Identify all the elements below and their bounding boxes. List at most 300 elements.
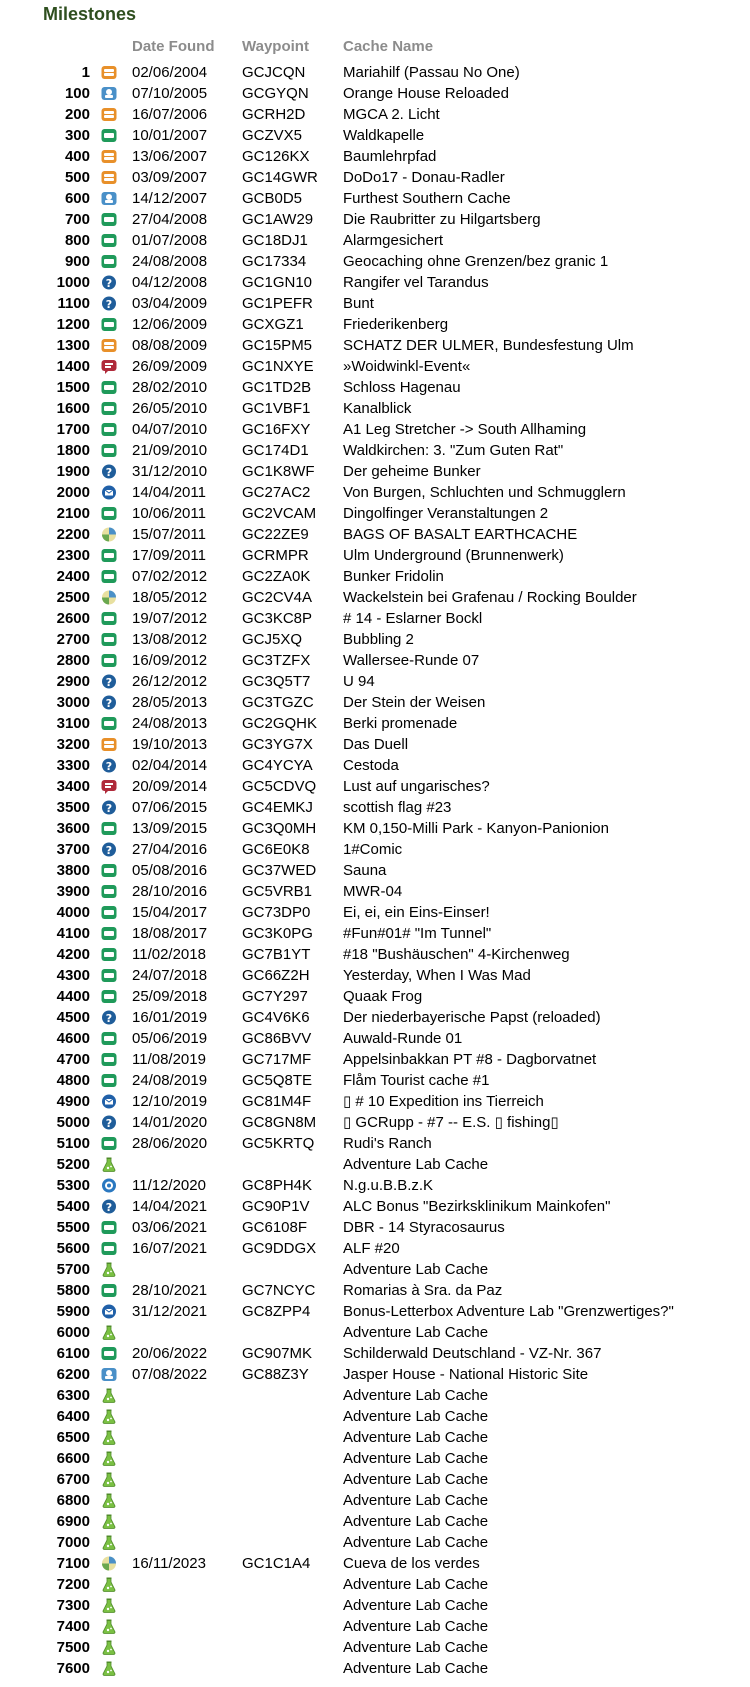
table-row xyxy=(0,503,750,524)
cache-type-lab-icon xyxy=(101,1598,117,1613)
cache-name: Waldkirchen: 3. "Zum Guten Rat" xyxy=(343,442,564,459)
svg-text:?: ? xyxy=(105,1117,113,1130)
waypoint-code: GC7NCYC xyxy=(242,1282,316,1299)
cache-name: Sauna xyxy=(343,862,387,879)
waypoint-code: GC73DP0 xyxy=(242,904,311,921)
table-row xyxy=(0,1301,750,1322)
date-found: 14/12/2007 xyxy=(132,190,208,207)
waypoint-code: GC1AW29 xyxy=(242,211,314,228)
cache-type-traditional-icon xyxy=(101,947,117,962)
page-title: Milestones xyxy=(43,4,137,24)
cache-type-lab-icon xyxy=(101,1577,117,1592)
milestone-number: 4500 xyxy=(56,1009,90,1026)
milestone-number: 500 xyxy=(64,169,90,186)
date-found: 24/08/2013 xyxy=(132,715,208,732)
date-found: 14/04/2011 xyxy=(132,484,206,501)
cache-type-lab-icon xyxy=(101,1619,117,1634)
cache-type-traditional-icon xyxy=(101,1283,117,1298)
milestone-number: 4000 xyxy=(56,904,90,921)
date-found: 19/07/2012 xyxy=(132,610,208,627)
cache-type-event-icon xyxy=(101,779,117,794)
cache-type-mystery-icon xyxy=(101,296,117,311)
date-found: 13/08/2012 xyxy=(132,631,208,648)
waypoint-code: GC3TZFX xyxy=(242,652,311,669)
date-found: 15/07/2011 xyxy=(132,526,206,543)
cache-name: Dingolfinger Veranstaltungen 2 xyxy=(343,505,549,522)
cache-type-mystery-icon xyxy=(101,842,117,857)
date-found: 14/04/2021 xyxy=(132,1198,208,1215)
date-found: 12/10/2019 xyxy=(132,1093,208,1110)
milestone-number: 6800 xyxy=(56,1492,90,1509)
table-row xyxy=(0,1532,750,1553)
milestone-number: 3000 xyxy=(56,694,90,711)
milestone-number: 2400 xyxy=(56,568,90,585)
cache-type-traditional-icon xyxy=(101,1346,117,1361)
cache-name: Schilderwald Deutschland - VZ-Nr. 367 xyxy=(343,1345,602,1362)
cache-name: Adventure Lab Cache xyxy=(343,1492,489,1509)
milestone-number: 7000 xyxy=(56,1534,90,1551)
date-found: 14/01/2020 xyxy=(132,1114,208,1131)
waypoint-code: GC2VCAM xyxy=(242,505,317,522)
cache-name: Baumlehrpfad xyxy=(343,148,437,165)
cache-type-traditional-icon xyxy=(101,1136,117,1151)
waypoint-code: GC717MF xyxy=(242,1051,312,1068)
cache-type-wherigo-icon xyxy=(101,1178,117,1193)
cache-type-lab-icon xyxy=(101,1262,117,1277)
table-row xyxy=(0,125,750,146)
waypoint-code: GCRH2D xyxy=(242,106,306,123)
date-found: 19/10/2013 xyxy=(132,736,208,753)
cache-name: Romarias à Sra. da Paz xyxy=(343,1282,503,1299)
table-row xyxy=(0,986,750,1007)
cache-name: Der niederbayerische Papst (reloaded) xyxy=(343,1009,601,1026)
date-found: 11/02/2018 xyxy=(132,946,206,963)
cache-name: Adventure Lab Cache xyxy=(343,1324,489,1341)
cache-name: Adventure Lab Cache xyxy=(343,1660,489,1677)
waypoint-code: GC7B1YT xyxy=(242,946,311,963)
cache-name: Auwald-Runde 01 xyxy=(343,1030,463,1047)
date-found: 05/06/2019 xyxy=(132,1030,208,1047)
cache-type-traditional-icon xyxy=(101,905,117,920)
milestone-number: 7100 xyxy=(56,1555,90,1572)
milestone-number: 1500 xyxy=(56,379,90,396)
waypoint-code: GC5KRTQ xyxy=(242,1135,315,1152)
cache-name: A1 Leg Stretcher -> South Allhaming xyxy=(343,421,587,438)
waypoint-code: GC2CV4A xyxy=(242,589,313,606)
cache-name: # 14 - Eslarner Bockl xyxy=(343,610,483,627)
date-found: 24/08/2008 xyxy=(132,253,208,270)
milestone-number: 7200 xyxy=(56,1576,90,1593)
table-row xyxy=(0,230,750,251)
date-found: 17/09/2011 xyxy=(132,547,206,564)
milestone-number: 3600 xyxy=(56,820,90,837)
waypoint-code: GC1TD2B xyxy=(242,379,312,396)
waypoint-code: GC3Q0MH xyxy=(242,820,317,837)
cache-name: Adventure Lab Cache xyxy=(343,1408,489,1425)
table-row xyxy=(0,608,750,629)
date-found: 07/08/2022 xyxy=(132,1366,208,1383)
cache-type-mystery-icon xyxy=(101,695,117,710)
cache-type-earth-icon xyxy=(101,590,117,605)
table-row xyxy=(0,1259,750,1280)
cache-type-traditional-icon xyxy=(101,632,117,647)
table-row xyxy=(0,1490,750,1511)
cache-name: Quaak Frog xyxy=(343,988,423,1005)
waypoint-code: GC1K8WF xyxy=(242,463,315,480)
cache-name: Flåm Tourist cache #1 xyxy=(343,1072,490,1089)
cache-type-multi-icon xyxy=(101,107,117,122)
cache-name: Von Burgen, Schluchten und Schmugglern xyxy=(343,484,626,501)
waypoint-code: GC907MK xyxy=(242,1345,313,1362)
waypoint-code: GC7Y297 xyxy=(242,988,308,1005)
cache-type-traditional-icon xyxy=(101,128,117,143)
table-row xyxy=(0,1448,750,1469)
cache-type-multi-icon xyxy=(101,338,117,353)
cache-name: Bubbling 2 xyxy=(343,631,414,648)
cache-name: Mariahilf (Passau No One) xyxy=(343,64,520,81)
milestone-number: 5300 xyxy=(56,1177,90,1194)
cache-type-traditional-icon xyxy=(101,968,117,983)
cache-type-traditional-icon xyxy=(101,422,117,437)
cache-name: Jasper House - National Historic Site xyxy=(343,1366,589,1383)
cache-type-lab-icon xyxy=(101,1535,117,1550)
svg-text:?: ? xyxy=(105,760,113,773)
date-found: 28/05/2013 xyxy=(132,694,208,711)
date-found: 03/06/2021 xyxy=(132,1219,208,1236)
table-row xyxy=(0,923,750,944)
table-row xyxy=(0,587,750,608)
date-found: 26/12/2012 xyxy=(132,673,208,690)
table-row xyxy=(0,461,750,482)
table-row xyxy=(0,1322,750,1343)
date-found: 10/06/2011 xyxy=(132,505,206,522)
date-found: 18/08/2017 xyxy=(132,925,208,942)
waypoint-code: GCJCQN xyxy=(242,64,306,81)
cache-name: Adventure Lab Cache xyxy=(343,1429,489,1446)
milestone-number: 700 xyxy=(64,211,90,228)
date-found: 28/10/2016 xyxy=(132,883,208,900)
cache-name: Cestoda xyxy=(343,757,399,774)
milestone-number: 3300 xyxy=(56,757,90,774)
waypoint-code: GCB0D5 xyxy=(242,190,303,207)
svg-text:?: ? xyxy=(105,1201,113,1214)
date-found: 02/04/2014 xyxy=(132,757,208,774)
milestone-number: 2900 xyxy=(56,673,90,690)
cache-name: ALC Bonus "Bezirksklinikum Mainkofen" xyxy=(343,1198,611,1215)
table-row xyxy=(0,1238,750,1259)
milestone-number: 5800 xyxy=(56,1282,90,1299)
cache-type-mystery-icon xyxy=(101,1115,117,1130)
table-row xyxy=(0,83,750,104)
date-found: 03/09/2007 xyxy=(132,169,208,186)
date-found: 11/08/2019 xyxy=(132,1051,206,1068)
table-row xyxy=(0,629,750,650)
table-row xyxy=(0,860,750,881)
milestone-number: 5000 xyxy=(56,1114,90,1131)
milestone-number: 3900 xyxy=(56,883,90,900)
date-found: 28/06/2020 xyxy=(132,1135,208,1152)
cache-type-webcam-icon xyxy=(101,1367,117,1382)
milestone-number: 3200 xyxy=(56,736,90,753)
cache-type-multi-icon xyxy=(101,149,117,164)
table-row xyxy=(0,209,750,230)
waypoint-code: GC1GN10 xyxy=(242,274,313,291)
milestone-number: 400 xyxy=(64,148,90,165)
cache-name: N.g.u.B.B.z.K xyxy=(343,1177,434,1194)
header-waypoint: Waypoint xyxy=(242,38,309,55)
milestone-number: 2800 xyxy=(56,652,90,669)
cache-type-lab-icon xyxy=(101,1388,117,1403)
milestone-number: 5100 xyxy=(56,1135,90,1152)
cache-type-mystery-icon xyxy=(101,1199,117,1214)
date-found: 16/07/2021 xyxy=(132,1240,208,1257)
milestone-number: 5700 xyxy=(56,1261,90,1278)
milestone-number: 6700 xyxy=(56,1471,90,1488)
waypoint-code: GC17334 xyxy=(242,253,307,270)
cache-name: Adventure Lab Cache xyxy=(343,1261,489,1278)
waypoint-code: GC8GN8M xyxy=(242,1114,317,1131)
milestone-number: 3100 xyxy=(56,715,90,732)
cache-name: Adventure Lab Cache xyxy=(343,1471,489,1488)
table-row xyxy=(0,1343,750,1364)
table-row xyxy=(0,356,750,377)
table-row xyxy=(0,1553,750,1574)
cache-name: Das Duell xyxy=(343,736,409,753)
date-found: 24/08/2019 xyxy=(132,1072,208,1089)
date-found: 03/04/2009 xyxy=(132,295,208,312)
date-found: 04/12/2008 xyxy=(132,274,208,291)
cache-type-traditional-icon xyxy=(101,212,117,227)
cache-type-mystery-icon xyxy=(101,1010,117,1025)
cache-name: Rangifer vel Tarandus xyxy=(343,274,489,291)
table-row xyxy=(0,1070,750,1091)
waypoint-code: GC4EMKJ xyxy=(242,799,313,816)
table-row xyxy=(0,482,750,503)
cache-type-earth-icon xyxy=(101,1556,117,1571)
waypoint-code: GC88Z3Y xyxy=(242,1366,309,1383)
milestone-number: 2300 xyxy=(56,547,90,564)
date-found: 24/07/2018 xyxy=(132,967,208,984)
waypoint-code: GC66Z2H xyxy=(242,967,310,984)
waypoint-code: GC1VBF1 xyxy=(242,400,311,417)
table-row xyxy=(0,734,750,755)
waypoint-code: GC4V6K6 xyxy=(242,1009,310,1026)
date-found: 11/12/2020 xyxy=(132,1177,206,1194)
cache-name: Adventure Lab Cache xyxy=(343,1156,489,1173)
date-found: 04/07/2010 xyxy=(132,421,208,438)
cache-name: Der Stein der Weisen xyxy=(343,694,486,711)
cache-type-traditional-icon xyxy=(101,1052,117,1067)
svg-text:?: ? xyxy=(105,844,113,857)
waypoint-code: GC18DJ1 xyxy=(242,232,308,249)
milestone-number: 6300 xyxy=(56,1387,90,1404)
milestone-number: 7400 xyxy=(56,1618,90,1635)
table-row xyxy=(0,713,750,734)
svg-text:?: ? xyxy=(105,1012,113,1025)
cache-type-traditional-icon xyxy=(101,926,117,941)
milestone-number: 3800 xyxy=(56,862,90,879)
date-found: 21/09/2010 xyxy=(132,442,208,459)
waypoint-code: GCGYQN xyxy=(242,85,309,102)
table-row xyxy=(0,419,750,440)
cache-type-letterbox-icon xyxy=(101,1094,117,1109)
cache-type-event-icon xyxy=(101,359,117,374)
waypoint-code: GCRMPR xyxy=(242,547,309,564)
table-row xyxy=(0,797,750,818)
cache-type-multi-icon xyxy=(101,170,117,185)
date-found: 20/09/2014 xyxy=(132,778,208,795)
table-row xyxy=(0,293,750,314)
date-found: 13/09/2015 xyxy=(132,820,208,837)
waypoint-code: GC90P1V xyxy=(242,1198,310,1215)
table-row xyxy=(0,1028,750,1049)
cache-type-lab-icon xyxy=(101,1514,117,1529)
date-found: 16/01/2019 xyxy=(132,1009,208,1026)
waypoint-code: GC5VRB1 xyxy=(242,883,313,900)
table-row xyxy=(0,62,750,83)
cache-type-webcam-icon xyxy=(101,86,117,101)
table-row xyxy=(0,1049,750,1070)
waypoint-code: GC8ZPP4 xyxy=(242,1303,311,1320)
waypoint-code: GC16FXY xyxy=(242,421,311,438)
cache-type-traditional-icon xyxy=(101,1220,117,1235)
milestone-number: 7500 xyxy=(56,1639,90,1656)
table-row xyxy=(0,272,750,293)
cache-type-traditional-icon xyxy=(101,863,117,878)
date-found: 16/09/2012 xyxy=(132,652,208,669)
cache-name: Adventure Lab Cache xyxy=(343,1513,489,1530)
table-row xyxy=(0,1175,750,1196)
waypoint-code: GC27AC2 xyxy=(242,484,311,501)
cache-name: SCHATZ DER ULMER, Bundesfestung Ulm xyxy=(343,337,634,354)
cache-name: Wackelstein bei Grafenau / Rocking Boulder xyxy=(343,589,637,606)
table-row xyxy=(0,965,750,986)
table-row xyxy=(0,398,750,419)
cache-type-traditional-icon xyxy=(101,1031,117,1046)
waypoint-code: GC174D1 xyxy=(242,442,309,459)
milestone-number: 300 xyxy=(64,127,90,144)
cache-name: KM 0,150-Milli Park - Kanyon-Panionion xyxy=(343,820,609,837)
waypoint-code: GC86BVV xyxy=(242,1030,312,1047)
cache-name: Wallersee-Runde 07 xyxy=(343,652,480,669)
cache-type-lab-icon xyxy=(101,1661,117,1676)
svg-text:?: ? xyxy=(105,466,113,479)
table-row xyxy=(0,1280,750,1301)
milestones-table xyxy=(0,62,750,1679)
cache-type-traditional-icon xyxy=(101,569,117,584)
cache-name: Orange House Reloaded xyxy=(343,85,509,102)
cache-type-mystery-icon xyxy=(101,464,117,479)
cache-name: Kanalblick xyxy=(343,400,412,417)
date-found: 15/04/2017 xyxy=(132,904,208,921)
date-found: 26/05/2010 xyxy=(132,400,208,417)
table-row xyxy=(0,776,750,797)
milestone-number: 5400 xyxy=(56,1198,90,1215)
cache-name: Friederikenberg xyxy=(343,316,449,333)
date-found: 25/09/2018 xyxy=(132,988,208,1005)
waypoint-code: GC37WED xyxy=(242,862,317,879)
cache-type-traditional-icon xyxy=(101,254,117,269)
waypoint-code: GC6108F xyxy=(242,1219,308,1236)
cache-name: Yesterday, When I Was Mad xyxy=(343,967,531,984)
milestone-number: 6600 xyxy=(56,1450,90,1467)
waypoint-code: GC15PM5 xyxy=(242,337,313,354)
cache-type-traditional-icon xyxy=(101,611,117,626)
table-row xyxy=(0,671,750,692)
waypoint-code: GC22ZE9 xyxy=(242,526,309,543)
milestone-number: 6100 xyxy=(56,1345,90,1362)
table-row xyxy=(0,1091,750,1112)
table-row xyxy=(0,839,750,860)
waypoint-code: GC5CDVQ xyxy=(242,778,317,795)
milestone-number: 2100 xyxy=(56,505,90,522)
milestone-number: 2700 xyxy=(56,631,90,648)
table-row xyxy=(0,692,750,713)
table-row xyxy=(0,818,750,839)
cache-name: MGCA 2. Licht xyxy=(343,106,440,123)
milestone-number: 5500 xyxy=(56,1219,90,1236)
milestone-number: 6500 xyxy=(56,1429,90,1446)
cache-name: Schloss Hagenau xyxy=(343,379,461,396)
cache-type-mystery-icon xyxy=(101,758,117,773)
cache-name: Adventure Lab Cache xyxy=(343,1534,489,1551)
cache-name: Rudi's Ranch xyxy=(343,1135,432,1152)
table-row xyxy=(0,1364,750,1385)
header-cache-name: Cache Name xyxy=(343,38,434,55)
milestone-number: 1700 xyxy=(56,421,90,438)
milestone-number: 1100 xyxy=(57,295,90,312)
milestone-number: 5200 xyxy=(56,1156,90,1173)
cache-type-lab-icon xyxy=(101,1409,117,1424)
milestone-number: 4700 xyxy=(56,1051,90,1068)
milestone-number: 3700 xyxy=(56,841,90,858)
cache-name: ▯ GCRupp - #7 -- E.S. ▯ fishing▯ xyxy=(343,1114,559,1131)
cache-type-traditional-icon xyxy=(101,443,117,458)
milestone-number: 200 xyxy=(64,106,90,123)
cache-type-traditional-icon xyxy=(101,1241,117,1256)
cache-name: Bunker Fridolin xyxy=(343,568,444,585)
cache-name: ALF #20 xyxy=(343,1240,400,1257)
date-found: 27/04/2008 xyxy=(132,211,208,228)
date-found: 18/05/2012 xyxy=(132,589,208,606)
milestone-number: 1400 xyxy=(56,358,90,375)
table-row xyxy=(0,167,750,188)
table-row xyxy=(0,524,750,545)
header-date-found: Date Found xyxy=(132,38,215,55)
cache-type-lab-icon xyxy=(101,1493,117,1508)
table-row xyxy=(0,440,750,461)
waypoint-code: GC3KC8P xyxy=(242,610,313,627)
cache-type-letterbox-icon xyxy=(101,1304,117,1319)
cache-type-letterbox-icon xyxy=(101,485,117,500)
table-row xyxy=(0,1154,750,1175)
table-row xyxy=(0,902,750,923)
date-found: 02/06/2004 xyxy=(132,64,208,81)
cache-name: DBR - 14 Styracosaurus xyxy=(343,1219,505,1236)
milestone-number: 6200 xyxy=(56,1366,90,1383)
cache-name: Adventure Lab Cache xyxy=(343,1450,489,1467)
cache-type-lab-icon xyxy=(101,1325,117,1340)
waypoint-code: GC5Q8TE xyxy=(242,1072,313,1089)
table-row xyxy=(0,1427,750,1448)
cache-name: Furthest Southern Cache xyxy=(343,190,511,207)
table-row xyxy=(0,1385,750,1406)
cache-type-traditional-icon xyxy=(101,716,117,731)
table-row xyxy=(0,1112,750,1133)
date-found: 12/06/2009 xyxy=(132,316,208,333)
milestone-number: 7300 xyxy=(56,1597,90,1614)
table-row xyxy=(0,1217,750,1238)
